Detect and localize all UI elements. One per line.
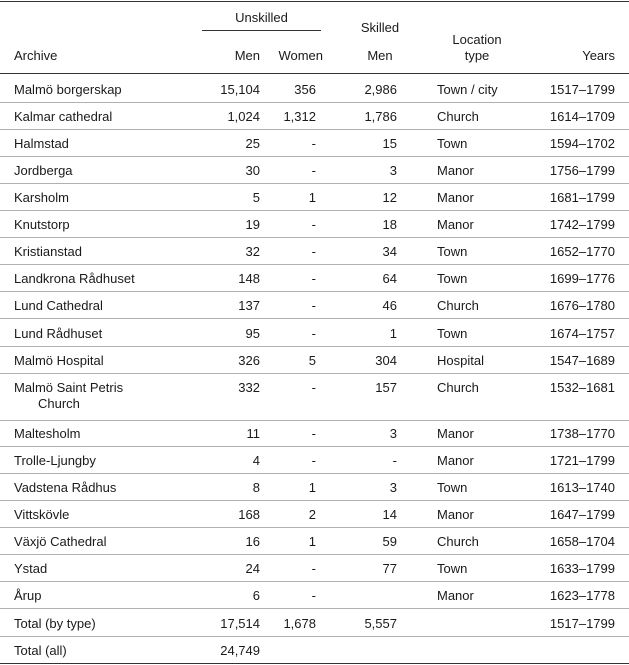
row-men: 137 [238,298,260,313]
row-divider [0,608,629,609]
row-location-type: Church [437,298,479,313]
header-bottom-rule [0,73,629,74]
row-location-type: Manor [437,453,474,468]
row-location-type: Church [437,534,479,549]
row-years: 1532–1681 [549,380,615,395]
row-men: 15,104 [220,82,260,97]
row-archive-cont: Church [38,396,80,411]
row-men: 17,514 [220,616,260,631]
row-men: 32 [245,244,260,259]
row-divider [0,473,629,474]
row-archive: Årup [14,588,42,603]
row-years: 1738–1770 [549,426,615,441]
row-women: 356 [294,82,316,97]
row-skilled: 5,557 [364,616,397,631]
row-years: 1674–1757 [549,326,615,341]
row-location-type: Town [437,136,468,151]
row-skilled: 2,986 [364,82,397,97]
row-divider [0,346,629,347]
row-skilled: 59 [382,534,397,549]
row-men: 1,024 [227,109,260,124]
header-years: Years [582,48,615,63]
row-location-type: Manor [437,217,474,232]
row-skilled: 77 [382,561,397,576]
row-archive: Lund Cathedral [14,298,103,313]
row-men: 25 [245,136,260,151]
row-location-type: Manor [437,507,474,522]
row-men: 148 [238,271,260,286]
row-divider [0,554,629,555]
row-divider [0,156,629,157]
row-years: 1633–1799 [549,561,615,576]
row-years: 1547–1689 [549,353,615,368]
row-men: 168 [238,507,260,522]
row-location-type: Manor [437,190,474,205]
row-location-type: Town [437,561,468,576]
row-archive: Knutstorp [14,217,70,232]
row-men: 332 [238,380,260,395]
row-divider [0,183,629,184]
header-skilled-men: Men [367,48,393,63]
row-location-type: Manor [437,588,474,603]
row-years: 1699–1776 [549,271,615,286]
row-skilled: 46 [382,298,397,313]
row-archive: Malmö Hospital [14,353,104,368]
row-archive: Ystad [14,561,48,576]
row-divider [0,527,629,528]
row-archive: Halmstad [14,136,69,151]
row-divider [0,237,629,238]
row-location-type: Town [437,480,468,495]
row-years: 1594–1702 [549,136,615,151]
row-years: 1517–1799 [549,616,615,631]
row-men: 24,749 [220,643,260,658]
row-women: 2 [308,507,316,522]
row-archive: Landkrona Rådhuset [14,271,135,286]
row-archive: Växjö Cathedral [14,534,107,549]
row-archive: Kristianstad [14,244,82,259]
row-location-type: Town / city [437,82,498,97]
row-years: 1681–1799 [549,190,615,205]
row-men: 8 [252,480,260,495]
row-men: 19 [245,217,260,232]
row-women: - [311,136,316,151]
row-archive: Malmö borgerskap [14,82,122,97]
row-years: 1647–1799 [549,507,615,522]
row-years: 1613–1740 [549,480,615,495]
row-women: 1 [308,534,316,549]
header-location-type-line2: type [464,48,490,63]
row-women: 1,678 [283,616,316,631]
row-location-type: Church [437,109,479,124]
table-top-rule [0,1,629,2]
header-location-type-line1: Location [452,32,502,47]
row-women: 1 [308,480,316,495]
row-divider [0,264,629,265]
header-women: Women [278,48,323,63]
row-years: 1623–1778 [549,588,615,603]
row-men: 24 [245,561,260,576]
row-skilled: 18 [382,217,397,232]
row-archive: Maltesholm [14,426,81,441]
row-men: 326 [238,353,260,368]
row-location-type: Town [437,326,468,341]
row-skilled: 3 [389,426,397,441]
header-group-unskilled: Unskilled [235,10,288,25]
row-divider [0,129,629,130]
row-women: - [311,561,316,576]
row-men: 95 [245,326,260,341]
row-women: - [311,453,316,468]
row-archive: Total (all) [14,643,67,658]
row-location-type: Hospital [437,353,484,368]
header-men: Men [234,48,260,63]
row-divider [0,500,629,501]
table-bottom-rule [0,663,629,664]
header-archive: Archive [14,48,58,63]
row-women: - [311,426,316,441]
row-archive: Jordberga [14,163,73,178]
row-men: 30 [245,163,260,178]
row-archive: Total (by type) [14,616,96,631]
row-location-type: Manor [437,426,474,441]
row-archive: Lund Rådhuset [14,326,103,341]
row-skilled: 64 [382,271,397,286]
row-archive: Vadstena Rådhus [14,480,117,495]
row-skilled: - [392,453,397,468]
row-men: 5 [252,190,260,205]
row-archive: Malmö Saint Petris [14,380,124,395]
row-years: 1658–1704 [549,534,615,549]
row-women: - [311,271,316,286]
row-divider [0,318,629,319]
row-years: 1721–1799 [549,453,615,468]
row-divider [0,102,629,103]
row-archive: Trolle-Ljungby [14,453,96,468]
row-location-type: Manor [437,163,474,178]
row-location-type: Church [437,380,479,395]
row-men: 16 [245,534,260,549]
row-men: 4 [252,453,260,468]
row-men: 6 [252,588,260,603]
row-location-type: Town [437,244,468,259]
row-archive: Karsholm [14,190,69,205]
row-women: - [311,244,316,259]
row-women: 1,312 [283,109,316,124]
row-years: 1742–1799 [549,217,615,232]
row-skilled: 14 [382,507,397,522]
row-women: 1 [308,190,316,205]
row-skilled: 1 [389,326,397,341]
row-divider [0,291,629,292]
row-women: - [311,217,316,232]
row-years: 1652–1770 [549,244,615,259]
unskilled-group-rule [202,30,321,31]
row-skilled: 1,786 [364,109,397,124]
header-group-skilled: Skilled [360,20,400,35]
row-skilled: 12 [382,190,397,205]
row-skilled: 15 [382,136,397,151]
row-divider [0,210,629,211]
row-skilled: 34 [382,244,397,259]
row-women: - [311,163,316,178]
row-archive: Kalmar cathedral [14,109,113,124]
row-divider [0,581,629,582]
row-location-type: Town [437,271,468,286]
row-years: 1676–1780 [549,298,615,313]
row-skilled: 157 [375,380,397,395]
row-archive: Vittskövle [14,507,70,522]
row-divider [0,446,629,447]
row-women: - [311,380,316,395]
row-years: 1517–1799 [549,82,615,97]
row-divider [0,373,629,374]
row-women: - [311,298,316,313]
row-divider [0,420,629,421]
row-skilled: 304 [375,353,397,368]
row-women: - [311,588,316,603]
row-men: 11 [246,426,260,441]
row-women: 5 [308,353,316,368]
row-women: - [311,326,316,341]
row-divider [0,636,629,637]
row-skilled: 3 [389,480,397,495]
row-skilled: 3 [389,163,397,178]
row-years: 1614–1709 [549,109,615,124]
row-years: 1756–1799 [549,163,615,178]
